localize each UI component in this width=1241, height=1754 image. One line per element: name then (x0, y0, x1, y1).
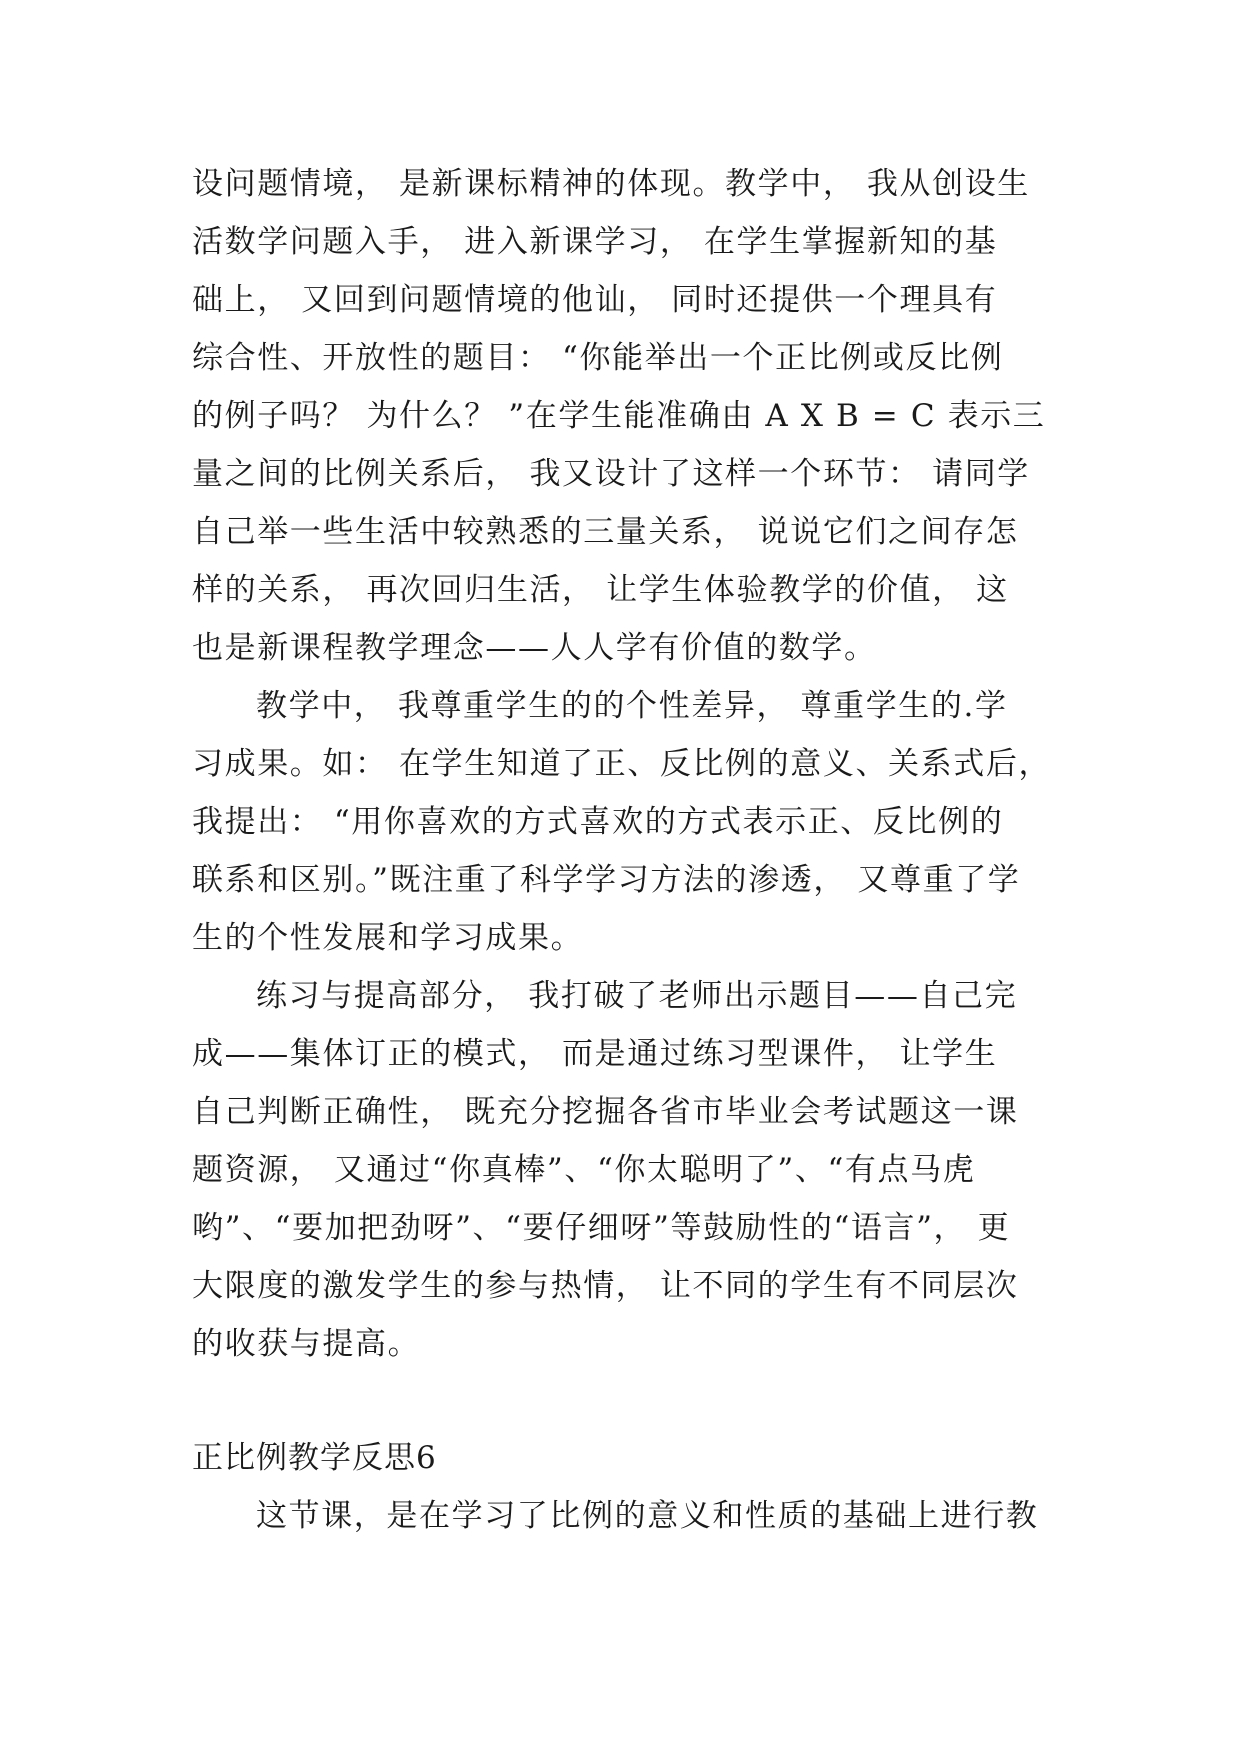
paragraph-line: 自己判断正确性， 既充分挖掘各省市毕业会考试题这一课 (192, 1094, 1019, 1130)
paragraph-line: 生的个性发展和学习成果。 (192, 920, 584, 956)
paragraph-line: 也是新课程教学理念——人人学有价值的数学。 (192, 630, 877, 666)
paragraph-line: 这节课，是在学习了比例的意义和性质的基础上进行教 (256, 1498, 1039, 1534)
paragraph-line: 我提出： “用你喜欢的方式喜欢的方式表示正、反比例的 (192, 804, 1004, 840)
paragraph-line: 习成果。如： 在学生知道了正、反比例的意义、关系式后， (192, 746, 1052, 782)
paragraph-line: 成——集体订正的模式， 而是通过练习型课件， 让学生 (192, 1036, 998, 1072)
paragraph-line: 哟”、“要加把劲呀”、“要仔细呀”等鼓励性的“语言”， 更 (192, 1210, 1011, 1246)
paragraph-line: 的收获与提高。 (192, 1326, 421, 1362)
section-title: 正比例教学反思6 (192, 1440, 437, 1476)
paragraph-line: 自己举一些生活中较熟悉的三量关系， 说说它们之间存怎 (192, 514, 1019, 550)
paragraph-line: 联系和区别。”既注重了科学学习方法的渗透， 又尊重了学 (192, 862, 1021, 898)
paragraph-line: 练习与提高部分， 我打破了老师出示题目——自己完 (256, 978, 1018, 1014)
paragraph-line: 综合性、开放性的题目： “你能举出一个正比例或反比例 (192, 340, 1004, 376)
paragraph-line: 设问题情境， 是新课标精神的体现。教学中， 我从创设生 (192, 166, 1030, 202)
paragraph-line: 活数学问题入手， 进入新课学习， 在学生掌握新知的基 (192, 224, 998, 260)
paragraph-line: 量之间的比例关系后， 我又设计了这样一个环节： 请同学 (192, 456, 1030, 492)
paragraph-line: 的例子吗？ 为什么？ ”在学生能准确由 A X B = C 表示三 (192, 398, 1046, 434)
paragraph-line: 大限度的激发学生的参与热情， 让不同的学生有不同层次 (192, 1268, 1019, 1304)
paragraph-line: 样的关系， 再次回归生活， 让学生体验教学的价值， 这 (192, 572, 1009, 608)
paragraph-line: 教学中， 我尊重学生的的个性差异， 尊重学生的.学 (256, 688, 1008, 724)
paragraph-line: 础上， 又回到问题情境的他讪， 同时还提供一个理具有 (192, 282, 998, 318)
paragraph-line: 题资源， 又通过“你真棒”、“你太聪明了”、“有点马虎 (192, 1152, 976, 1188)
